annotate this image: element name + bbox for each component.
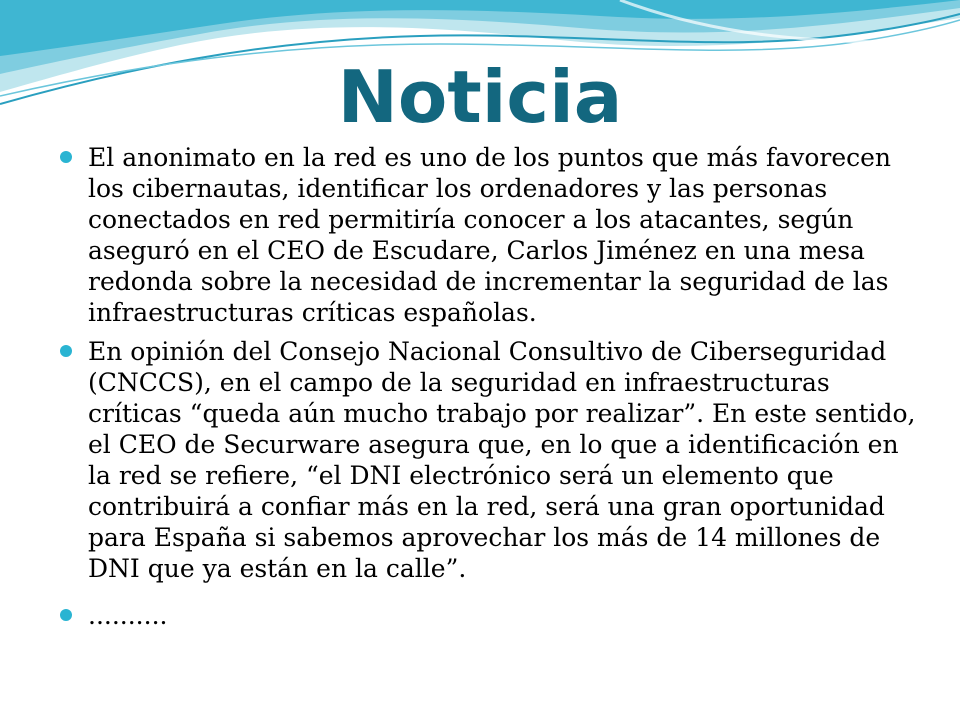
bullet-list [60, 142, 920, 639]
bullet-dot-icon [60, 609, 72, 621]
bullet-item [60, 336, 920, 584]
bullet-dot-icon [60, 151, 72, 163]
bullet-text: .......... [88, 601, 168, 630]
bullet-item [60, 600, 920, 631]
bullet-text: El anonimato en la red es uno de los puntos que más favorecen los cibernautas, identificar los ordenadores y las personas conectados en red permitiría conocer a los atacantes, según aseguró en el CEO de Escudare, Carlos Jiménez en una mesa redonda sobre la necesidad de incrementar la seguridad de las infraestructuras críticas españolas. [88, 143, 892, 327]
bullet-dot-icon [60, 345, 72, 357]
bullet-item [60, 142, 920, 328]
slide-title: Noticia [337, 55, 623, 139]
bullet-text: En opinión del Consejo Nacional Consultivo de Ciberseguridad (CNCCS), en el campo de la seguridad en infraestructuras críticas “queda aún mucho trabajo por realizar”. En este sentido, el CEO de Securware asegura que, en lo que a identificación en la red se refiere, “el DNI electrónico será un elemento que contribuirá a confiar más en la red, será una gran oportunidad para España si sabemos aprovechar los más de 14 millones de DNI que ya están en la calle”. [88, 337, 916, 583]
